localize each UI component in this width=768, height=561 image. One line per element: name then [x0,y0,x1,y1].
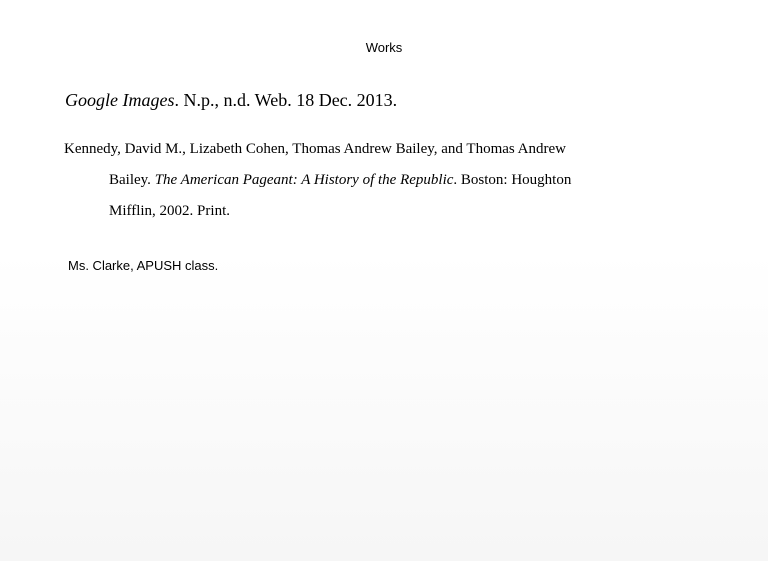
citation-details: . N.p., n.d. Web. 18 Dec. 2013. [174,90,398,110]
citation-line-2-suffix: . Boston: Houghton [453,172,572,188]
slide-title: Works [365,40,403,55]
citation-google-images [65,89,397,111]
citation-line-2-prefix: Bailey. [109,172,155,188]
citation-line-2 [64,165,600,196]
citation-source-title: Google Images [65,90,175,110]
source-note: Ms. Clarke, APUSH class. [68,258,219,273]
citation-image-box [60,128,600,223]
citation-line-1: Kennedy, David M., Lizabeth Cohen, Thomas Andrew Bailey, and Thomas Andrew [64,141,566,157]
citation-line-3: Mifflin, 2002. Print. [109,203,230,219]
citation-book-title: The American Pageant: A History of the Republic [154,172,454,188]
citation-american-pageant [64,134,600,227]
